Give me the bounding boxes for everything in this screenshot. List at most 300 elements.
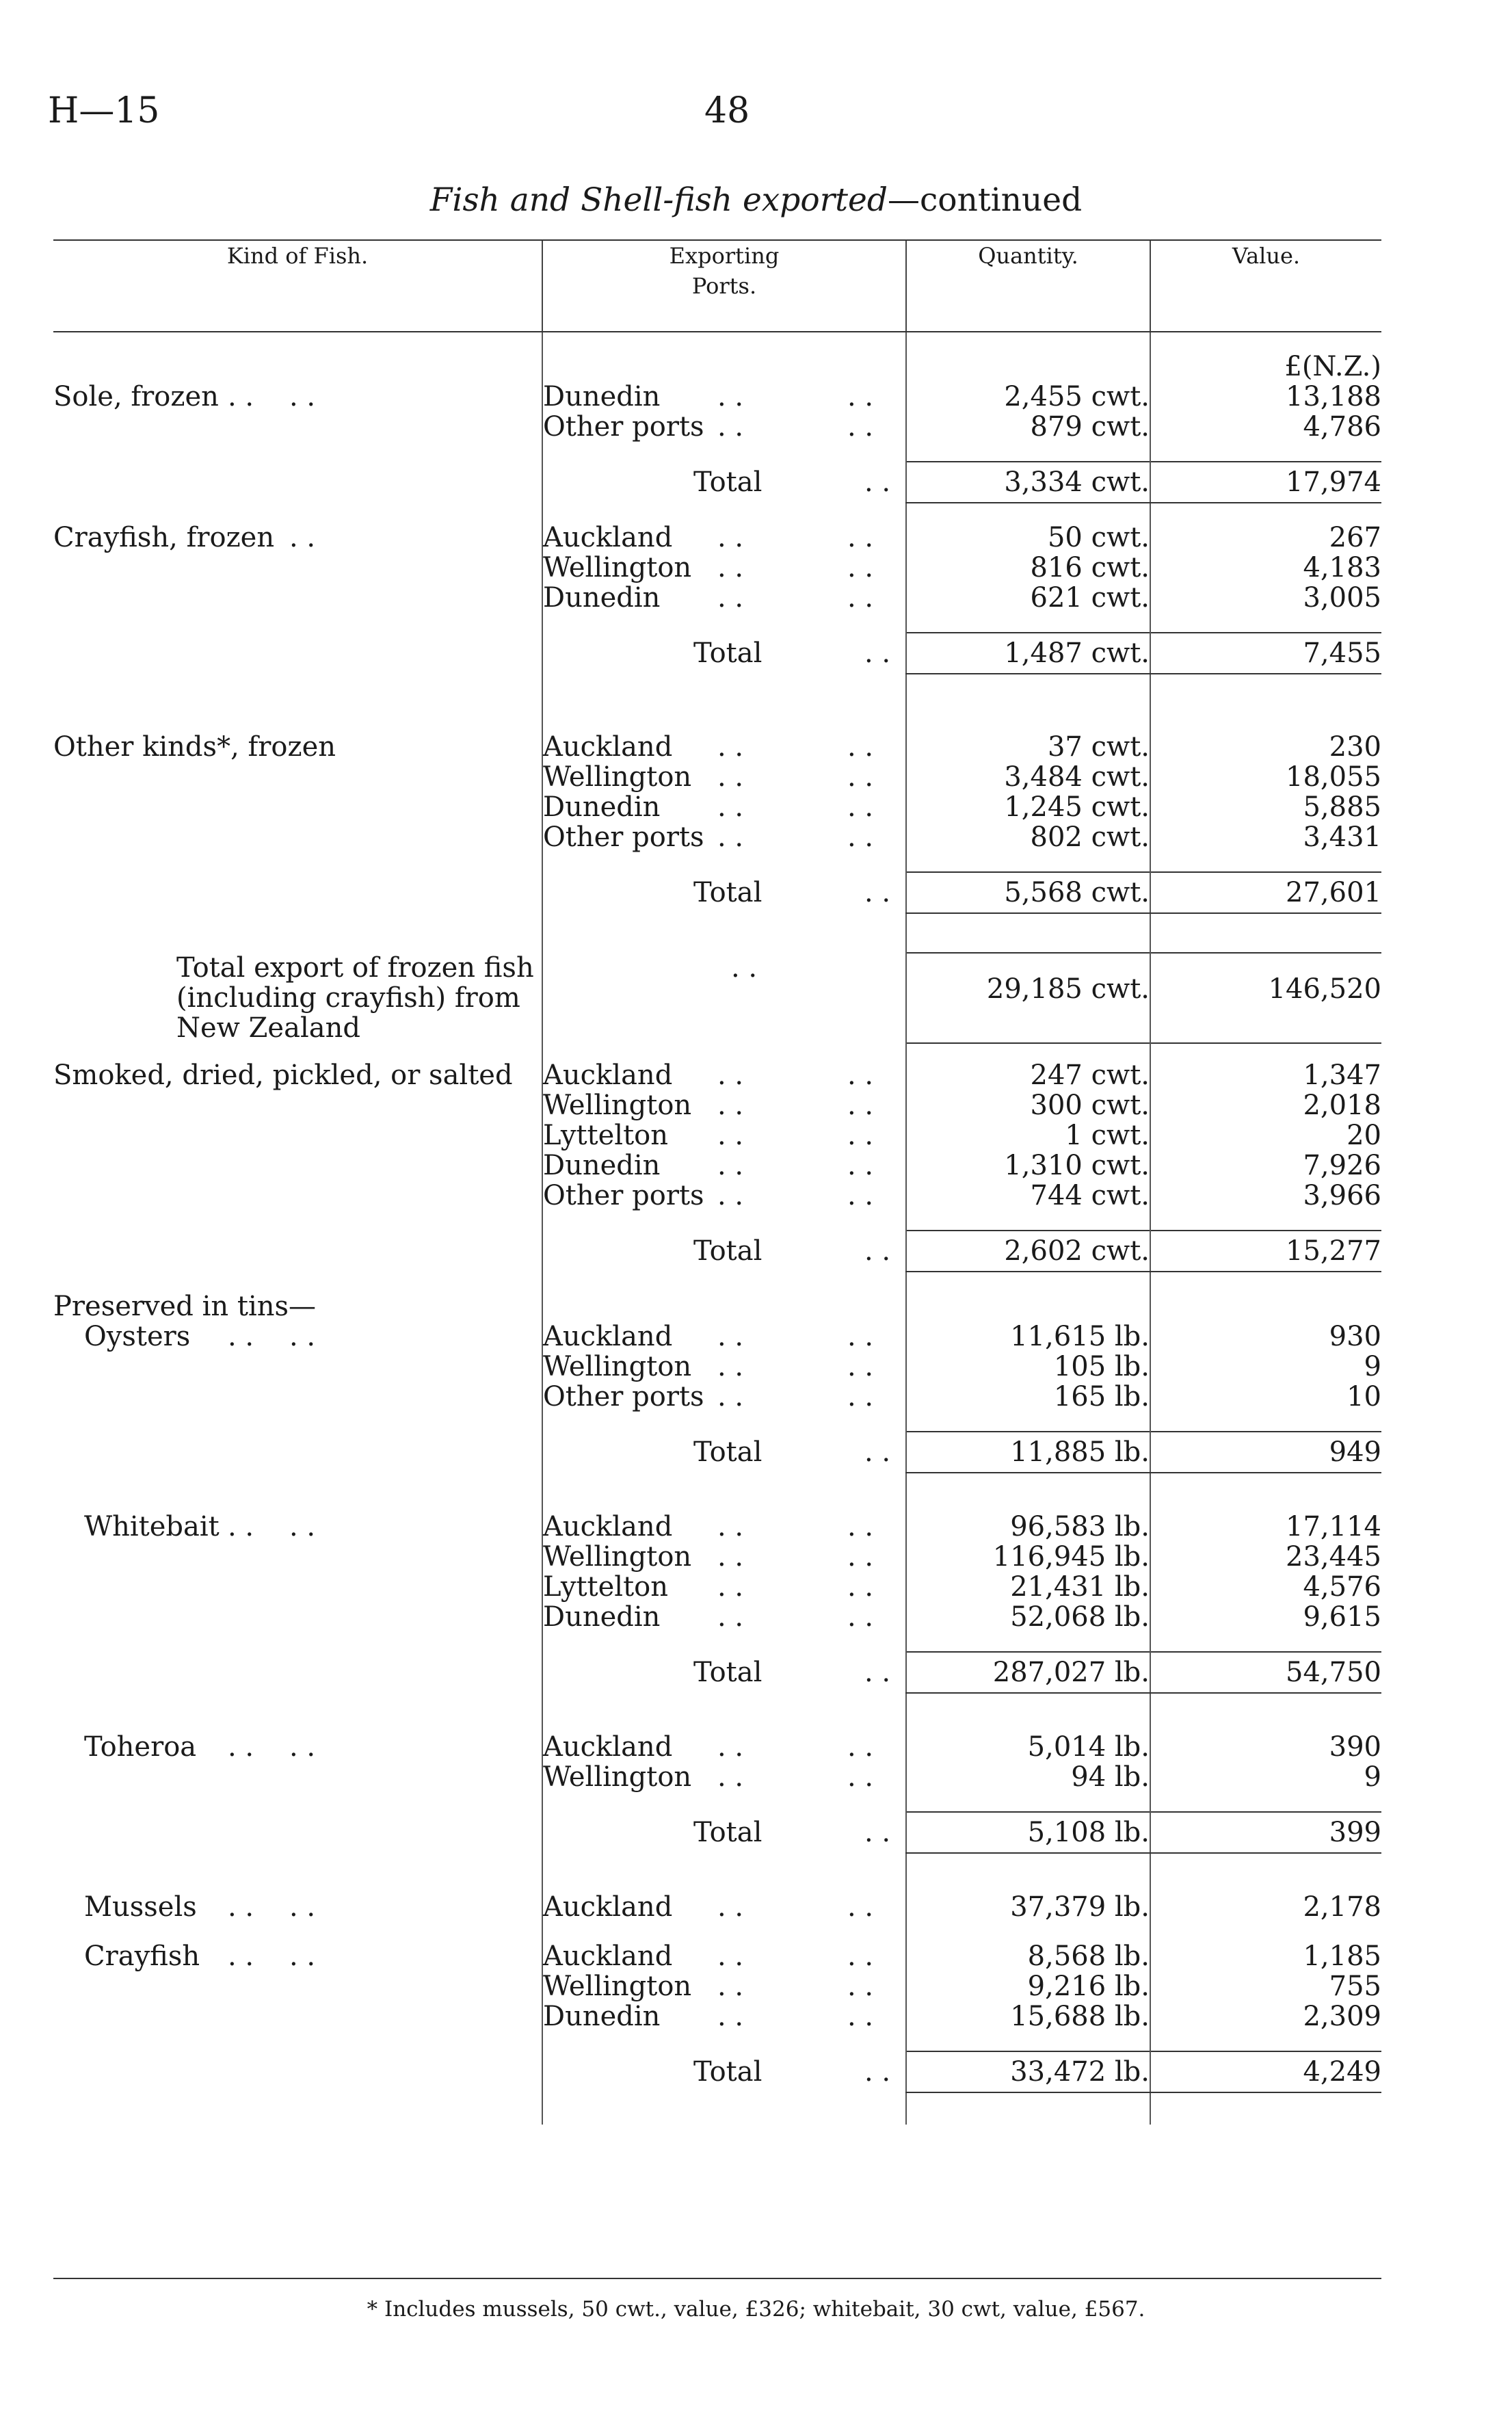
total-quantity: 3,334 cwt. [906,462,1150,503]
total-row [53,2051,1381,2092]
spacer-cell [1150,674,1381,713]
leader-dots: . . [717,1891,744,1923]
spacer-cell [906,713,1150,732]
kind-column-cell [53,583,542,613]
bottom-rule [53,2278,1381,2279]
leader-dots: . . [847,1761,874,1793]
leader-dots: . . [289,1941,316,1972]
leader-dots: . . [717,1321,744,1352]
leader-dots: . . [228,1321,254,1352]
value-cell: 17,114 [1150,1512,1381,1542]
leader-dots: . . [289,522,316,553]
port-wrap [543,762,905,792]
port-name: Other ports [543,822,704,853]
spacer-cell [1150,713,1381,732]
spacer-cell [542,613,906,633]
port-wrap [543,1602,905,1632]
total-value: 27,601 [1150,872,1381,913]
leader-dots: . . [717,1090,744,1121]
quantity-cell: 94 lb. [906,1762,1150,1792]
leader-dots: . . [228,381,254,412]
leader-dots: . . [717,1180,744,1211]
leader-dots: . . [864,1235,891,1267]
value-cell: 2,178 [1150,1892,1381,1922]
preserved-heading-row [53,1291,1381,1322]
leader-dots: . . [847,1180,874,1211]
total-value: 15,277 [1150,1231,1381,1272]
port-cell [542,1512,906,1542]
quantity-cell: 105 lb. [906,1352,1150,1382]
col-header-kind: Kind of Fish. [53,240,542,332]
spacer-cell [542,442,906,462]
kind-column-cell [53,412,542,442]
kind-column-cell [53,872,542,913]
kind-column-cell [53,1382,542,1412]
value-cell: 18,055 [1150,762,1381,792]
leader-dots: . . [864,466,891,498]
kind-cell [53,792,542,822]
port-name: Wellington [543,1971,692,2002]
spacer-cell [1150,852,1381,872]
leader-dots: . . [864,638,891,669]
spacer-row [53,1713,1381,1732]
kind-cell [53,1060,542,1090]
kind-column-cell [53,1432,542,1473]
leader-dots: . . [847,552,874,583]
port-cell [542,762,906,792]
spacer-cell [53,1632,542,1652]
frozen-total-label [53,953,542,1043]
value-cell: 9 [1150,1762,1381,1792]
frozen-total-value: 146,520 [1150,953,1381,1043]
kind-cell [53,1602,542,1632]
leader-dots: . . [864,1657,891,1688]
spacer-cell [542,1632,906,1652]
spacer-cell [906,2032,1150,2051]
total-label: Total [693,1436,762,1468]
leader-dots: . . [289,1321,316,1352]
quantity-cell: 247 cwt. [906,1060,1150,1090]
port-wrap [543,382,905,412]
value-cell: 5,885 [1150,792,1381,822]
table-row [53,1762,1381,1792]
port-wrap [543,953,905,983]
spacer-row [53,442,1381,462]
leader-dots: . . [847,1381,874,1412]
total-quantity: 2,602 cwt. [906,1231,1150,1272]
spacer-cell [906,1873,1150,1892]
port-cell [542,1382,906,1412]
spacer-cell [1150,613,1381,633]
total-row [53,462,1381,503]
header-row [53,240,1381,332]
value-cell: 20 [1150,1120,1381,1151]
kind-column-cell [53,553,542,583]
table-row [53,1572,1381,1602]
col-header-ports-line1: Exporting [669,243,780,269]
kind-label: Mussels [84,1891,197,1923]
frozen-total-quantity: 29,185 cwt. [906,953,1150,1043]
spacer-cell [1150,442,1381,462]
spacer-cell [1150,1873,1381,1892]
spacer-cell [53,503,542,523]
total-quantity: 11,885 lb. [906,1432,1150,1473]
leader-dots: . . [731,952,758,984]
spacer-cell [906,1792,1150,1812]
spacer-row [53,1043,1381,1060]
port-name: Dunedin [543,1150,661,1181]
spacer-cell [1150,1412,1381,1432]
table-row [53,792,1381,822]
total-label: Total [693,1817,762,1848]
kind-cell [53,1732,542,1762]
port-name: Auckland [543,1941,673,1972]
table-row [53,553,1381,583]
port-wrap [543,1512,905,1542]
port-cell [542,1732,906,1762]
table-row [53,1181,1381,1211]
quantity-cell: 744 cwt. [906,1181,1150,1211]
total-quantity: 33,472 lb. [906,2051,1150,2092]
spacer-row [53,2092,1381,2125]
quantity-cell: 165 lb. [906,1382,1150,1412]
kind-column-cell [53,1542,542,1572]
leader-dots: . . [717,522,744,553]
table-row [53,1382,1381,1412]
table-row [53,1352,1381,1382]
table-row [53,762,1381,792]
spacer-row [53,1873,1381,1892]
table-row [53,2001,1381,2032]
port-cell [542,2001,906,2032]
total-quantity: 5,568 cwt. [906,872,1150,913]
frozen-total-line: (including crayfish) from [176,982,520,1014]
port-name: Wellington [543,1761,692,1793]
port-wrap [543,2001,905,2032]
kind-cell [53,1151,542,1181]
port-name: Auckland [543,1511,673,1542]
spacer-cell [906,1713,1150,1732]
spacer-cell [542,503,906,523]
table-row [53,1090,1381,1120]
table-row [53,523,1381,553]
spacer-row [53,503,1381,523]
leader-dots: . . [717,582,744,614]
leader-dots: . . [289,1891,316,1923]
spacer-cell [53,852,542,872]
total-row [53,872,1381,913]
total-label-cell [542,462,906,503]
footnote: * Includes mussels, 50 cwt., value, £326; whitebait, 30 cwt, value, £567. [367,2297,1145,2322]
spacer-cell [1150,1043,1381,1060]
spacer-cell [906,2092,1150,2125]
leader-dots: . . [717,761,744,793]
kind-column-cell [53,1512,542,1542]
leader-dots: . . [847,1150,874,1181]
spacer-cell [53,1693,542,1713]
kind-column-cell [53,792,542,822]
leader-dots: . . [864,1436,891,1468]
table-row [53,732,1381,762]
spacer-cell [542,1713,906,1732]
spacer-cell [53,713,542,732]
leader-dots: . . [847,2001,874,2032]
kind-label: Smoked, dried, pickled, or salted [53,1060,513,1091]
quantity-cell: 1 cwt. [906,1120,1150,1151]
total-label: Total [693,877,762,908]
kind-column-cell [53,633,542,674]
kind-column-cell [53,1151,542,1181]
table-row [53,822,1381,852]
leader-dots: . . [717,1571,744,1603]
col-header-quantity: Quantity. [906,240,1150,332]
spacer-cell [542,1291,906,1322]
total-label: Total [693,1235,762,1267]
spacer-cell [1150,1473,1381,1493]
quantity-cell: 802 cwt. [906,822,1150,852]
port-name: Auckland [543,731,673,763]
spacer-cell [53,1272,542,1291]
spacer-cell [1150,332,1381,352]
kind-column-cell [53,2051,542,2092]
leader-dots: . . [847,1571,874,1603]
spacer-cell [53,674,542,713]
port-wrap [543,1732,905,1762]
leader-dots: . . [289,381,316,412]
leader-dots: . . [717,1150,744,1181]
total-quantity: 5,108 lb. [906,1812,1150,1853]
spacer-cell [1150,1493,1381,1512]
spacer-cell [542,674,906,713]
leader-dots: . . [847,761,874,793]
quantity-cell: 816 cwt. [906,553,1150,583]
spacer-cell [542,1043,906,1060]
kind-column-cell [53,1892,542,1922]
kind-cell [53,412,542,442]
kind-column-cell [53,1090,542,1120]
leader-dots: . . [847,1351,874,1382]
spacer-cell [1150,1922,1381,1941]
leader-dots: . . [847,1941,874,1972]
spacer-cell [906,1632,1150,1652]
leader-dots: . . [717,822,744,853]
port-name: Auckland [543,1321,673,1352]
port-wrap [543,1181,905,1211]
spacer-cell [906,1493,1150,1512]
leader-dots: . . [847,731,874,763]
port-cell [542,523,906,553]
kind-cell [53,762,542,792]
leader-dots: . . [717,1511,744,1542]
total-wrap [543,1817,905,1848]
total-row [53,1231,1381,1272]
spacer-cell [53,613,542,633]
spacer-row [53,1853,1381,1873]
port-wrap [543,523,905,553]
spacer-cell [906,933,1150,953]
port-wrap [543,1892,905,1922]
spacer-cell [542,332,906,352]
port-name: Lyttelton [543,1571,668,1603]
spacer-cell [53,1412,542,1432]
spacer-cell [906,1211,1150,1231]
spacer-cell [53,1043,542,1060]
kind-column-cell [53,523,542,553]
total-label-cell [542,1652,906,1693]
leader-dots: . . [864,877,891,908]
frozen-total-row [53,953,1381,1043]
table-row [53,1151,1381,1181]
total-wrap [543,2057,905,2087]
leader-dots: . . [847,1321,874,1352]
spacer-cell [53,2032,542,2051]
table-row [53,1060,1381,1090]
port-wrap [543,583,905,613]
port-name: Auckland [543,1731,673,1763]
leader-dots: . . [847,1541,874,1573]
port-wrap [543,553,905,583]
spacer-cell [1150,913,1381,933]
total-value: 949 [1150,1432,1381,1473]
spacer-cell [906,503,1150,523]
quantity-cell: 15,688 lb. [906,2001,1150,2032]
port-cell [542,382,906,412]
spacer-cell [1150,1713,1381,1732]
table-row [53,1971,1381,2001]
spacer-cell [906,613,1150,633]
total-quantity: 287,027 lb. [906,1652,1150,1693]
leader-dots: . . [717,1731,744,1763]
leader-dots: . . [864,2056,891,2088]
page-number: 48 [704,90,750,131]
kind-column-cell [53,1231,542,1272]
leader-dots: . . [717,1120,744,1151]
spacer-cell [53,442,542,462]
kind-column-cell [53,1120,542,1151]
preserved-heading: Preserved in tins— [53,1291,317,1322]
value-cell: 1,347 [1150,1060,1381,1090]
spacer-cell [1150,1693,1381,1713]
spacer-row [53,674,1381,713]
kind-cell [53,1762,542,1792]
leader-dots: . . [228,1941,254,1972]
spacer-row [53,2032,1381,2051]
port-name: Dunedin [543,2001,661,2032]
spacer-row [53,1792,1381,1812]
spacer-cell [906,1922,1150,1941]
spacer-cell [53,1853,542,1873]
leader-dots: . . [847,522,874,553]
leader-dots: . . [847,1971,874,2002]
spacer-row [53,933,1381,953]
port-cell [542,1352,906,1382]
kind-cell [53,732,542,762]
kind-cell [53,1971,542,2001]
table-row [53,1512,1381,1542]
spacer-cell [542,913,906,933]
table-row [53,1322,1381,1352]
kind-cell [53,1892,542,1922]
total-row [53,1812,1381,1853]
quantity-cell: 52,068 lb. [906,1602,1150,1632]
quantity-cell: 5,014 lb. [906,1732,1150,1762]
leader-dots: . . [717,381,744,412]
spacer-row [53,1473,1381,1493]
value-cell: 4,183 [1150,553,1381,583]
port-cell [542,1181,906,1211]
total-row [53,633,1381,674]
kind-column-cell [53,2001,542,2032]
spacer-row [53,1412,1381,1432]
spacer-cell [542,713,906,732]
kind-label: Oysters [84,1321,191,1352]
total-wrap [543,878,905,908]
value-cell: 2,309 [1150,2001,1381,2032]
spacer-cell [1150,2032,1381,2051]
spacer-cell [906,332,1150,352]
leader-dots: . . [717,411,744,443]
leader-dots: . . [847,822,874,853]
value-cell: 9,615 [1150,1602,1381,1632]
leader-dots: . . [847,1090,874,1121]
leader-dots: . . [847,1601,874,1633]
total-wrap [543,1236,905,1266]
spacer-cell [906,674,1150,713]
leader-dots: . . [717,1541,744,1573]
kind-cell [53,1542,542,1572]
leader-dots: . . [717,791,744,823]
quantity-cell: 1,245 cwt. [906,792,1150,822]
value-cell: 3,966 [1150,1181,1381,1211]
port-cell [542,1322,906,1352]
kind-cell [53,1120,542,1151]
value-cell: 4,786 [1150,412,1381,442]
kind-cell [53,2001,542,2032]
leader-dots: . . [228,1511,254,1542]
port-name: Wellington [543,1351,692,1382]
port-name: Wellington [543,761,692,793]
kind-column-cell [53,1732,542,1762]
port-cell [542,1090,906,1120]
port-cell [542,352,906,382]
kind-label: Other kinds*, frozen [53,731,336,763]
value-cell: 3,431 [1150,822,1381,852]
kind-cell [53,382,542,412]
port-cell [542,553,906,583]
port-cell [542,1572,906,1602]
kind-cell [53,583,542,613]
port-cell [542,1602,906,1632]
spacer-cell [53,1713,542,1732]
kind-cell [53,553,542,583]
total-label: Total [693,466,762,498]
table-title-suffix: —continued [887,181,1083,219]
kind-cell [53,1352,542,1382]
col-header-ports-line2: Ports. [691,273,757,299]
spacer-cell [906,913,1150,933]
table-body [53,332,1381,2125]
spacer-row [53,1272,1381,1291]
leader-dots: . . [847,791,874,823]
leader-dots: . . [717,1060,744,1091]
spacer-cell [53,933,542,953]
kind-column-cell [53,822,542,852]
value-cell: 9 [1150,1352,1381,1382]
kind-column-cell [53,762,542,792]
total-quantity: 1,487 cwt. [906,633,1150,674]
spacer-cell [906,1473,1150,1493]
total-label: Total [693,2056,762,2088]
